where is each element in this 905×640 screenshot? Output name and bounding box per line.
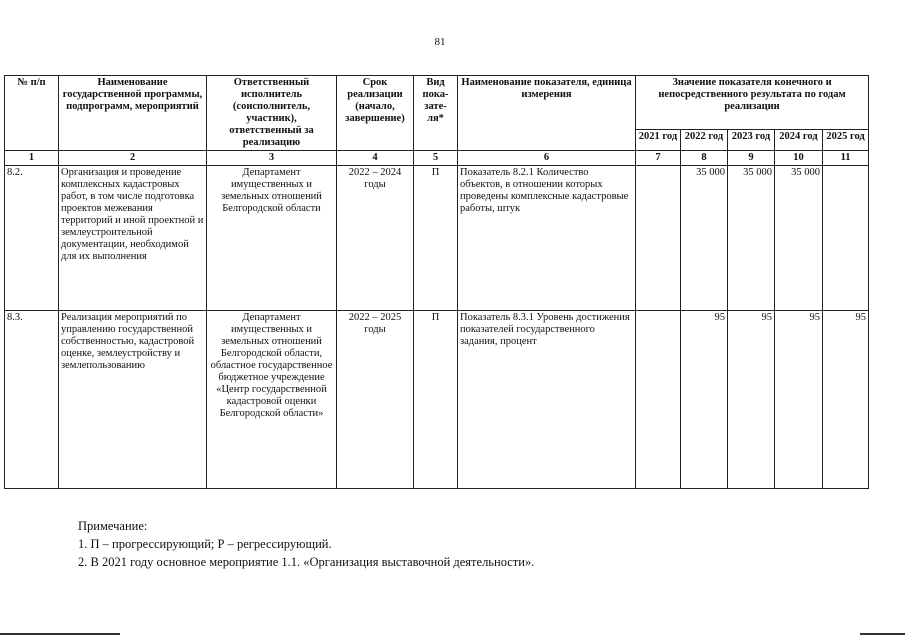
row-value-2023: 35 000 xyxy=(728,166,775,311)
notes-title: Примечание: xyxy=(78,519,148,533)
row-indicator-kind: П xyxy=(414,166,458,311)
row-activity-name: Организация и проведение комплексных кадастровых работ, в том числе подготовка проектов межевания территорий и иной проектной и землеустроительной документации, необходимой для их выполнения xyxy=(59,166,207,311)
header-year: 2025 год xyxy=(823,130,869,151)
notes-section xyxy=(78,517,534,571)
column-number: 1 xyxy=(5,151,59,166)
header-indicator-name: Наименование показателя, единица измерения xyxy=(458,76,636,151)
column-number: 2 xyxy=(59,151,207,166)
header-program-name: Наименование государственной программы, подпрограмм, мероприятий xyxy=(59,76,207,151)
row-executor: Департамент имущественных и земельных отношений Белгородской области, областное государственное бюджетное учреждение «Центр государственной кадастровой оценки Белгородской области» xyxy=(207,311,337,489)
row-num: 8.2. xyxy=(5,166,59,311)
header-num: № п/п xyxy=(5,76,59,151)
scan-edge-line xyxy=(0,633,120,635)
row-value-2023: 95 xyxy=(728,311,775,489)
scan-edge-line xyxy=(860,633,905,635)
row-value-2025 xyxy=(823,166,869,311)
column-numbers-row xyxy=(5,151,869,166)
row-term: 2022 – 2025 годы xyxy=(337,311,414,489)
column-number: 9 xyxy=(728,151,775,166)
row-value-2022: 35 000 xyxy=(681,166,728,311)
note-item: 1. П – прогрессирующий; Р – регрессирующий. xyxy=(78,537,332,551)
row-activity-name: Реализация мероприятий по управлению государственной собственностью, кадастровой оценке, землеустройству и землепользованию xyxy=(59,311,207,489)
row-num: 8.3. xyxy=(5,311,59,489)
row-value-2024: 35 000 xyxy=(775,166,823,311)
table-row xyxy=(5,166,869,311)
header-executor: Ответственный исполнитель (соисполнитель, участник), ответственный за реализацию xyxy=(207,76,337,151)
column-number: 7 xyxy=(636,151,681,166)
row-value-2025: 95 xyxy=(823,311,869,489)
column-number: 8 xyxy=(681,151,728,166)
row-term: 2022 – 2024 годы xyxy=(337,166,414,311)
header-year: 2024 год xyxy=(775,130,823,151)
table-row xyxy=(5,311,869,489)
column-number: 4 xyxy=(337,151,414,166)
header-values-group: Значение показателя конечного и непосредственного результата по годам реализации xyxy=(636,76,869,130)
row-value-2022: 95 xyxy=(681,311,728,489)
row-value-2024: 95 xyxy=(775,311,823,489)
table-header-row xyxy=(5,76,869,130)
header-year: 2022 год xyxy=(681,130,728,151)
column-number: 11 xyxy=(823,151,869,166)
header-indicator-kind: Вид пока-зате-ля* xyxy=(414,76,458,151)
header-year: 2023 год xyxy=(728,130,775,151)
row-executor: Департамент имущественных и земельных отношений Белгородской области xyxy=(207,166,337,311)
column-number: 6 xyxy=(458,151,636,166)
header-year: 2021 год xyxy=(636,130,681,151)
column-number: 10 xyxy=(775,151,823,166)
row-value-2021 xyxy=(636,311,681,489)
page-number: 81 xyxy=(434,36,446,48)
column-number: 5 xyxy=(414,151,458,166)
row-indicator: Показатель 8.3.1 Уровень достижения показателей государственного задания, процент xyxy=(458,311,636,489)
header-term: Срок реализации (начало, завершение) xyxy=(337,76,414,151)
row-indicator: Показатель 8.2.1 Количество объектов, в отношении которых проведены комплексные кадастровые работы, штук xyxy=(458,166,636,311)
note-item: 2. В 2021 году основное мероприятие 1.1. «Организация выставочной деятельности». xyxy=(78,555,535,569)
row-value-2021 xyxy=(636,166,681,311)
indicators-table xyxy=(4,75,869,489)
column-number: 3 xyxy=(207,151,337,166)
row-indicator-kind: П xyxy=(414,311,458,489)
